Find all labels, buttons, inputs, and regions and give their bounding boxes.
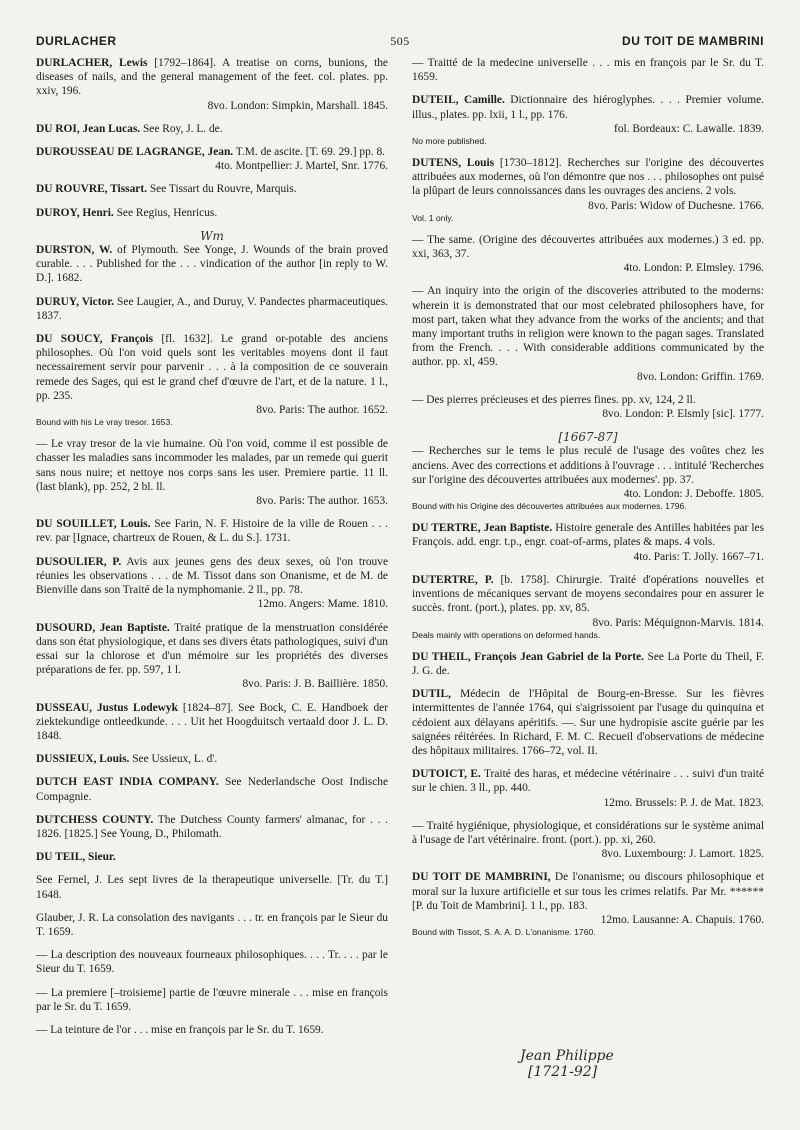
entry-body: T.M. de ascite. [T. 69. 29.] pp. 8. <box>233 146 385 159</box>
page-number: 505 <box>390 34 410 48</box>
catalogue-entry <box>36 775 388 803</box>
entry-text <box>36 813 388 841</box>
entry-imprint: 4to. London: P. Elmsley. 1796. <box>623 262 764 275</box>
entry-text <box>36 56 388 99</box>
entry-heading: DUTENS, Louis <box>412 157 495 170</box>
catalogue-entry <box>412 521 764 564</box>
entry-imprint: 4to. London: J. Deboffe. 1805. <box>623 488 764 501</box>
entry-note: Bound with his Le vray tresor. 1653. <box>36 417 173 428</box>
entry-heading: DUTEIL, Camille. <box>412 94 505 107</box>
entry-text <box>36 948 388 976</box>
entry-body: — An inquiry into the origin of the discoveries attributed to the moderns: wherein it is demonstrated that our most celebrated philosophers have, for most part, taken what they advance from the works of the ancients; and that many important truths in religion were known to the pagan sages. Translated from the French. . . . With considerable additions communicated by the author. pp. xl, 459. <box>412 285 764 369</box>
entry-text <box>36 752 388 766</box>
entry-heading: DUTIL, <box>412 688 451 701</box>
entry-text <box>36 295 388 323</box>
entry-heading: DU THEIL, François Jean Gabriel de la Porte. <box>412 650 645 663</box>
entry-text <box>412 93 764 121</box>
entry-text <box>412 444 764 487</box>
entry-body: of Plymouth. See Yonge, J. Wounds of the brain proved curable. . . . Published for the . . . vindication of the author [in reply to W. D.]. 1682. <box>36 244 389 285</box>
entry-heading: DUSSIEUX, Louis. <box>36 753 130 766</box>
entry-heading: DUTERTRE, P. <box>412 573 494 586</box>
entry-text <box>412 819 764 847</box>
right-column <box>412 56 764 947</box>
entry-text <box>36 332 388 403</box>
entry-body: [1792–1864]. A treatise on corns, bunions, the diseases of nails, and the general management of the feet. col. plates. pp. xxiv, 196. <box>36 57 388 98</box>
annotation-dates: [1721-92] <box>528 1064 598 1080</box>
entry-body: The Dutchess County farmers' almanac, for . . . 1826. [1825.] See Young, D., Philomath. <box>36 813 389 840</box>
entry-text <box>36 621 388 678</box>
entry-body: Médecin de l'Hôpital de Bourg-en-Bresse. Sur les fièvres intermittentes de l'année 1764, qui s'aigrissoient par l'usage du quinquina et cédoient aux délayans apéritifs. —. Sur une hydropisie ascite guérie par les saignées réitérées. In Richard, F. M. C. Recueil d'observations de médecine des hôpitaux militaires. 1766–72, vol. II. <box>412 688 764 757</box>
entry-body: De l'onanisme; ou discours philosophique et moral sur la luxure artificielle et sur tous les crimes relatifs. Par Mr. ****** [P. du Toit de Mambrini]. 1 l., pp. 183. <box>412 871 764 912</box>
manuscript-mark: Wm <box>200 228 224 243</box>
entry-body: See Farin, N. F. Histoire de la ville de Rouen . . . rev. par [Ignace, chartreux de Rouen, & L. du S.]. 1731. <box>36 518 388 545</box>
entry-body: [b. 1758]. Chirurgie. Traité d'opérations nouvelles et inventions de mécaniques servant de moyens secondaires pour en assurer le succès. front. (port.), plates. pp. xv, 85. <box>412 573 764 615</box>
entry-heading: DU TERTRE, Jean Baptiste. <box>412 522 553 535</box>
catalogue-entry <box>412 650 764 678</box>
entry-imprint: 8vo. London: P. Elsmly [sic]. 1777. <box>602 408 764 421</box>
entry-body: — Des pierres précieuses et des pierres fines. pp. xv, 124, 2 ll. <box>412 393 696 406</box>
entry-imprint: 12mo. Angers: Mame. 1810. <box>257 598 388 611</box>
running-head-right: DU TOIT DE MAMBRINI <box>622 34 764 48</box>
entry-heading: DUSOURD, Jean Baptiste. <box>36 621 170 634</box>
catalogue-entry <box>36 701 388 744</box>
entry-text <box>36 911 388 939</box>
manuscript-mark: [1667-87] <box>558 430 618 445</box>
entry-body: — La teinture de l'or . . . mise en françois par le Sr. du T. 1659. <box>36 1023 324 1036</box>
entry-heading: DUTCH EAST INDIA COMPANY. <box>36 776 219 789</box>
entry-note: Vol. 1 only. <box>412 212 454 223</box>
entry-imprint: 8vo. London: Simpkin, Marshall. 1845. <box>207 99 388 112</box>
catalogue-entry <box>36 813 388 841</box>
entry-text <box>36 986 388 1014</box>
entry-imprint: 8vo. Luxembourg: J. Lamort. 1825. <box>601 848 764 861</box>
annotation-name: Jean Philippe <box>520 1048 614 1064</box>
entry-text <box>412 767 764 795</box>
entry-heading: DURUY, Victor. <box>36 295 115 308</box>
entry-text <box>36 1023 388 1037</box>
catalogue-entry <box>412 573 764 641</box>
entry-body: — La premiere [–troisieme] partie de l'œuvre minerale . . . mise en françois par le Sr. du T. 1659. <box>36 986 388 1013</box>
running-head-left: DURLACHER <box>36 34 117 48</box>
catalogue-entry <box>36 56 388 113</box>
entry-text <box>36 243 388 286</box>
entry-text <box>36 850 388 864</box>
entry-heading: DUSOULIER, P. <box>36 555 122 568</box>
entry-heading: DU SOUILLET, Louis. <box>36 518 151 531</box>
entry-heading: DURSTON, W. <box>36 244 113 257</box>
entry-text <box>36 517 388 545</box>
entry-note: Bound with his Origine des découvertes attribuées aux modernes. 1796. <box>412 501 687 512</box>
entry-text <box>412 156 764 199</box>
entry-body: Glauber, J. R. La consolation des navigants . . . tr. en françois par le Sieur du T. 1659. <box>36 911 388 938</box>
entry-imprint: 12mo. Lausanne: A. Chapuis. 1760. <box>600 913 764 926</box>
entry-body: See Nederlandsche Oost Indische Compagnie. <box>36 776 388 803</box>
entry-body: — Recherches sur le tems le plus reculé de l'usage des voûtes chez les anciens. Avec des corrections et additions à l'ouvrage . . . intitulé 'Recherches sur l'origine des découvertes attribuées aux modernes'. pp. 37. <box>412 445 764 486</box>
entry-imprint: 8vo. Paris: Widow of Duchesne. 1766. <box>588 199 764 212</box>
entry-imprint: 8vo. Paris: The author. 1653. <box>256 495 388 508</box>
catalogue-entry <box>412 767 764 810</box>
entry-body: See Laugier, A., and Duruy, V. Pandectes pharmaceutiques. 1837. <box>36 295 388 322</box>
catalogue-entry <box>36 948 388 976</box>
catalogue-entry <box>36 229 388 286</box>
entry-body: See La Porte du Theil, F. J. G. de. <box>412 650 764 677</box>
entry-text <box>412 233 764 261</box>
entry-text <box>36 701 388 744</box>
entry-body: — The same. (Origine des découvertes attribuées aux modernes.) 3 ed. pp. xxi, 363, 37. <box>412 233 764 261</box>
catalogue-entry <box>36 182 388 196</box>
catalogue-entry <box>412 156 764 224</box>
catalogue-entry <box>412 56 764 84</box>
catalogue-entry <box>36 332 388 428</box>
entry-imprint: 8vo. London: Griffin. 1769. <box>637 370 764 383</box>
handwritten-annotation <box>520 1048 720 1080</box>
entry-imprint: 12mo. Brussels: P. J. de Mat. 1823. <box>603 796 764 809</box>
entry-note: No more published. <box>412 136 487 147</box>
entry-imprint: 4to. Montpellier: J. Martel, Snr. 1776. <box>215 160 388 173</box>
entry-imprint: 8vo. Paris: The author. 1652. <box>256 404 388 417</box>
entry-imprint: 4to. Paris: T. Jolly. 1667–71. <box>633 550 764 563</box>
catalogue-entry <box>412 870 764 938</box>
entry-text <box>412 393 764 407</box>
entry-body: — Traité hygiénique, physiologique, et considérations sur le système animal à l'usage de l'art vétérinaire. front. (port.). pp. xi, 260. <box>412 819 764 846</box>
entry-note: Deals mainly with operations on deformed hands. <box>412 629 601 640</box>
entry-imprint: 8vo. Paris: J. B. Baillière. 1850. <box>242 678 388 691</box>
catalogue-entry <box>412 393 764 421</box>
entry-body: See Regius, Henricus. <box>113 206 218 219</box>
catalogue-entry <box>412 93 764 147</box>
catalogue-entry <box>36 295 388 323</box>
entry-body: Dictionnaire des hiéroglyphes. . . . Premier volume. illus., plates. pp. lxii, 1 l., pp. 176. <box>412 94 764 121</box>
entry-heading: DURLACHER, Lewis <box>36 57 148 69</box>
entry-body: Traité des haras, et médecine vétérinaire . . . suivi d'un traité sur le chien. 3 ll., pp. 440. <box>412 768 764 795</box>
catalogue-entry <box>36 873 388 901</box>
entry-heading: DUTOICT, E. <box>412 768 481 781</box>
catalogue-entry <box>412 687 764 758</box>
entry-body: See Fernel, J. Les sept livres de la therapeutique universelle. [Tr. du T.] 1648. <box>36 874 388 901</box>
entry-text <box>36 437 388 494</box>
catalogue-entry <box>36 850 388 864</box>
entry-body: Histoire generale des Antilles habitées par les François. add. engr. t.p., engr. coat-of-arms, plates & maps. 4 vols. <box>412 522 765 549</box>
catalogue-entry <box>36 145 388 173</box>
entry-text <box>36 122 388 136</box>
catalogue-entry <box>36 437 388 508</box>
entry-body: Traité pratique de la menstruation considérée dans son état physiologique, et dans ses divers états pathologiques, suivi d'un essai sur la chlorose et d'un mémoire sur les propriétés des diverses préparations de fer. pp. 597, 1 l. <box>36 621 388 677</box>
entry-note: Bound with Tissot, S. A. A. D. L'onanisme. 1760. <box>412 927 596 938</box>
entry-body: — La description des nouveaux fourneaux philosophiques. . . . Tr. . . . par le Sieur du T. 1659. <box>36 949 388 976</box>
entry-text <box>412 687 764 758</box>
entry-body: [1730–1812]. Recherches sur l'origine des découvertes attribuées aux modernes, où l'on démontre que nos . . . philosophes ont puisé la plûpart de leurs connoissances dans les ouvrages des anciens. 2 vols. <box>412 157 764 198</box>
entry-text <box>36 182 388 196</box>
entry-text <box>412 521 764 549</box>
entry-heading: DU ROI, Jean Lucas. <box>36 122 141 135</box>
catalogue-entry <box>412 233 764 276</box>
entry-body: [1824–87]. See Bock, C. E. Handboek der ziektekundige ontleedkunde. . . . Uit het Hoogduitsch vertaald door J. L. D. 1848. <box>36 701 388 742</box>
entry-body: See Roy, J. L. de. <box>140 122 223 135</box>
catalogue-entry <box>412 284 764 383</box>
catalogue-entry <box>36 1023 388 1037</box>
entry-heading: DU TOIT DE MAMBRINI, <box>412 871 551 884</box>
catalogue-entry <box>36 206 388 220</box>
catalogue-entry <box>36 911 388 939</box>
catalogue-entry <box>36 986 388 1014</box>
entry-body: [fl. 1632]. Le grand or-potable des anciens philosophes. Où l'on void quels sont les veritables moyens dont il faut necessairement servir pour parvenir . . . à la composition de ce souverain remede des Sages, qui est le grand chef d'œuvre de l'art, et de la nature. 1 l., pp. 235. <box>36 333 388 402</box>
entry-heading: DUROUSSEAU DE LAGRANGE, Jean. <box>36 146 234 159</box>
catalogue-entry <box>36 752 388 766</box>
entry-heading: DUROY, Henri. <box>36 206 114 219</box>
entry-text <box>412 573 764 616</box>
entry-body: See Ussieux, L. d'. <box>129 753 218 766</box>
left-column <box>36 56 388 1046</box>
catalogue-entry <box>412 819 764 862</box>
catalogue-entry <box>36 122 388 136</box>
entry-heading: DU SOUCY, François <box>36 333 154 346</box>
entry-heading: DUSSEAU, Justus Lodewyk <box>36 701 178 714</box>
entry-body: See Tissart du Rouvre, Marquis. <box>146 183 297 196</box>
entry-text <box>412 56 764 84</box>
entry-heading: DU TEIL, Sieur. <box>36 851 116 864</box>
entry-body: Avis aux jeunes gens des deux sexes, où l'on trouve réunies les observations . . . de M. Tissot dans son Onanisme, et de M. de Bienville dans son Traité de la nymphomanie. 2 ll., pp. 78. <box>36 555 389 597</box>
entry-imprint: 8vo. Paris: Méquignon-Marvis. 1814. <box>592 616 764 629</box>
entry-body: — Traitté de la medecine universelle . . . mis en françois par le Sr. du T. 1659. <box>412 57 764 84</box>
entry-text <box>412 650 764 678</box>
catalogue-entry <box>412 430 764 512</box>
catalogue-entry <box>36 517 388 545</box>
entry-text <box>412 870 764 913</box>
entry-text <box>36 555 388 598</box>
entry-body: — Le vray tresor de la vie humaine. Où l'on void, comme il est possible de chasser les maladies sans incommoder les malades, par un remede qui guerit sans nous nuire; et nettoye nos corps sans les user. Premiere partie. 11 ll. (last blank), pp. 252, 2 bl. ll. <box>36 438 388 493</box>
entry-heading: DU ROUVRE, Tissart. <box>36 183 147 196</box>
entry-text <box>36 145 388 159</box>
entry-heading: DUTCHESS COUNTY. <box>36 813 154 826</box>
catalogue-entry <box>36 621 388 692</box>
entry-text <box>36 775 388 803</box>
entry-imprint: fol. Bordeaux: C. Lawalle. 1839. <box>614 122 764 135</box>
entry-text <box>36 873 388 901</box>
entry-text <box>412 284 764 369</box>
catalogue-entry <box>36 555 388 612</box>
entry-text <box>36 206 388 220</box>
